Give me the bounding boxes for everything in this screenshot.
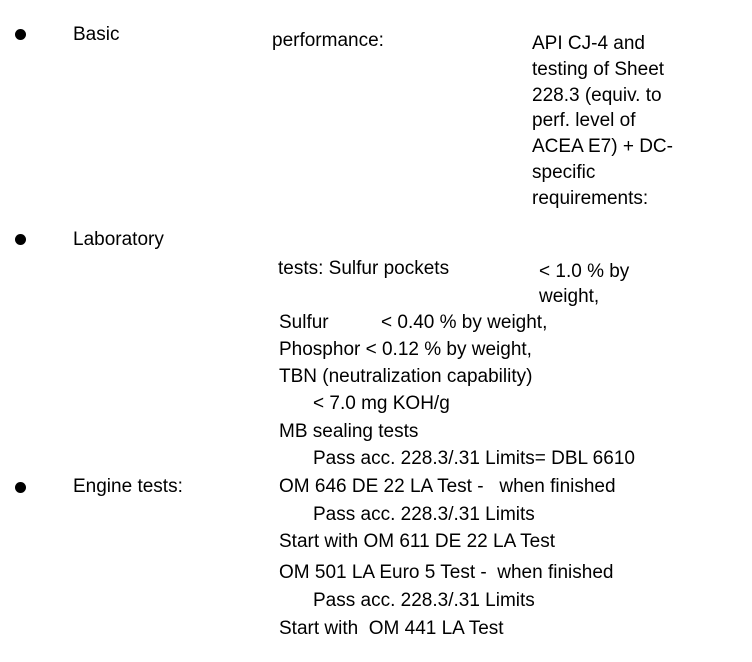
bullet-icon [15,234,26,245]
performance-line: ACEA E7) + DC- [532,136,673,158]
phosphor-line: Phosphor < 0.12 % by weight, [279,339,532,360]
sulfur-pockets-value: < 1.0 % by weight, [539,261,630,307]
tbn-value: < 7.0 mg KOH/g [313,393,450,414]
laboratory-label: Laboratory [73,229,164,250]
bullet-icon [15,482,26,493]
engine-line: OM 646 DE 22 LA Test - when finished [279,476,616,497]
engine-line: Start with OM 441 LA Test [279,618,504,639]
tests-sulfur-pockets: tests: Sulfur pockets [278,258,450,279]
engine-tests-label: Engine tests: [73,476,183,497]
basic-label: Basic [73,24,120,45]
mb-sealing-line: MB sealing tests [279,421,419,442]
performance-line: specific [532,161,596,183]
performance-line: perf. level of [532,110,636,132]
engine-line: Pass acc. 228.3/.31 Limits [313,590,535,611]
engine-line: Start with OM 611 DE 22 LA Test [279,531,555,552]
engine-line: OM 501 LA Euro 5 Test - when finished [279,562,614,583]
performance-line: testing of Sheet [532,58,665,80]
performance-value [532,31,673,212]
mb-pass-line: Pass acc. 228.3/.31 Limits= DBL 6610 [313,448,635,469]
engine-line: Pass acc. 228.3/.31 Limits [313,504,535,525]
performance-line: requirements: [532,187,649,209]
performance-key: performance: [272,30,384,51]
performance-line: API CJ-4 and [532,33,645,54]
sulfur-value: < 0.40 % by weight, [381,312,548,333]
sulfur-label: Sulfur [279,312,329,333]
tbn-line: TBN (neutralization capability) [279,366,533,387]
performance-line: 228.3 (equiv. to [532,84,662,106]
bullet-icon [15,29,26,40]
